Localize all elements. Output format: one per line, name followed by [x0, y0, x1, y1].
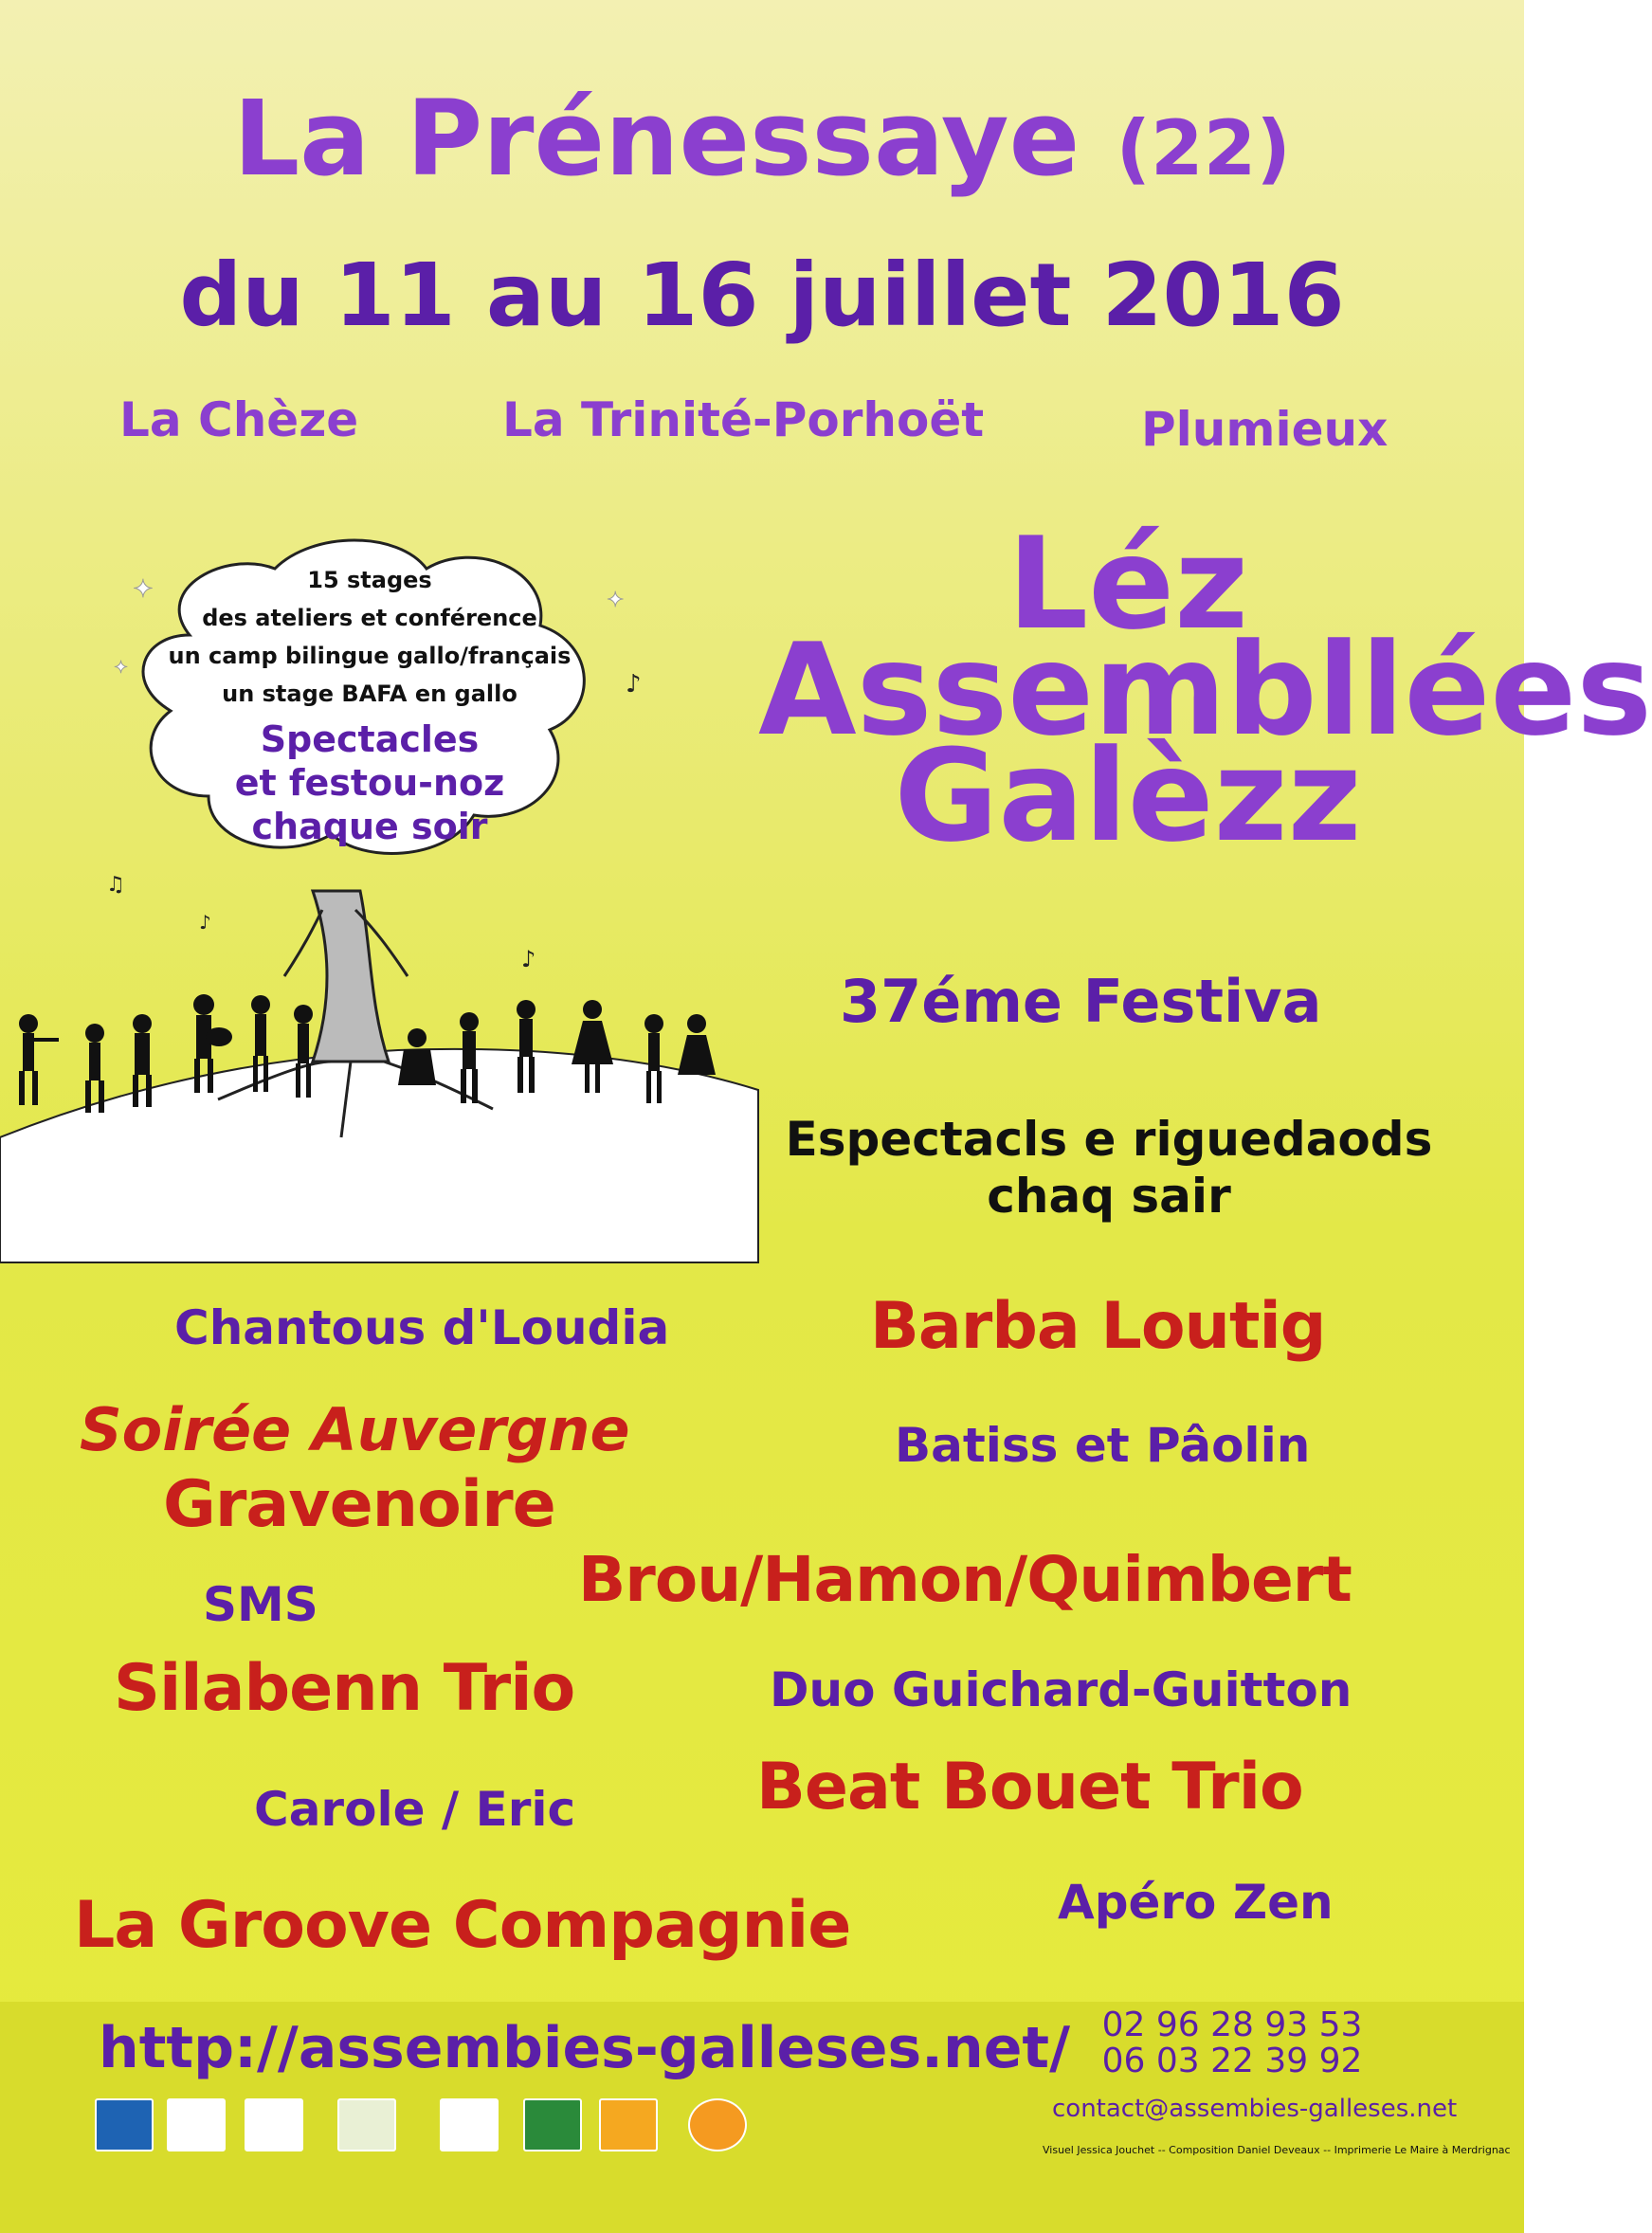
- festival-name-line-2: Assembllées: [758, 616, 1652, 764]
- music-note-icon: ♫: [106, 873, 125, 897]
- band-soiree-auvergne: Soirée Auvergne: [80, 1395, 630, 1464]
- cloud-line-4: un stage BAFA en gallo: [222, 681, 517, 707]
- cloud-line-2: des ateliers et conférence: [202, 605, 537, 631]
- music-note-icon: ♪: [199, 911, 211, 934]
- festival-dates: du 11 au 16 juillet 2016: [179, 245, 1345, 346]
- town-name: La Prénessaye: [233, 78, 1080, 199]
- festival-edition: 37éme Festiva: [840, 967, 1322, 1036]
- music-note-icon: ♪: [521, 946, 536, 972]
- logo-cotes-darmor: [167, 2098, 226, 2151]
- tree-trunk: [313, 891, 389, 1062]
- cloud-line-6: et festou-noz: [234, 762, 505, 804]
- tree-and-dancers-illustration: [0, 531, 758, 1262]
- band-carole-eric: Carole / Eric: [254, 1782, 576, 1837]
- band-sms: SMS: [203, 1577, 318, 1632]
- festival-name-line-3: Galèzz: [894, 722, 1362, 870]
- phone-numbers: [1090, 2007, 1374, 2079]
- star-icon: ✦: [133, 575, 154, 604]
- band-silabenn-trio: Silabenn Trio: [114, 1651, 575, 1726]
- band-chantous-dloudia: Chantous d'Loudia: [174, 1300, 670, 1355]
- town-title: [0, 78, 1524, 199]
- venue-la-cheze: La Chèze: [119, 392, 359, 447]
- band-barba-loutig: Barba Loutig: [870, 1289, 1326, 1364]
- cloud-line-5: Spectacles: [260, 718, 480, 760]
- band-brou-hamon-quimbert: Brou/Hamon/Quimbert: [578, 1543, 1352, 1616]
- logo-morbihan: [245, 2098, 303, 2151]
- band-apero-zen: Apéro Zen: [1058, 1875, 1334, 1930]
- band-beat-bouet-trio: Beat Bouet Trio: [756, 1750, 1303, 1825]
- music-note-icon: ♪: [626, 670, 642, 699]
- hill: [0, 1049, 758, 1262]
- phone-2: 06 03 22 39 92: [1101, 2042, 1363, 2080]
- cloud-line-1: 15 stages: [307, 567, 432, 593]
- department-number: (22): [1116, 104, 1291, 192]
- star-icon: ✦: [607, 589, 625, 612]
- logo-cac-sud-22: [440, 2098, 499, 2151]
- cloud-line-3: un camp bilingue gallo/français: [168, 643, 572, 669]
- band-la-groove-compagnie: La Groove Compagnie: [74, 1888, 851, 1963]
- venue-la-trinite-porhoet: La Trinité-Porhoët: [502, 392, 985, 447]
- logo-la-prenessaye: [337, 2098, 396, 2151]
- cloud-line-7: chaque soir: [251, 806, 488, 847]
- website-url[interactable]: http://assembies-galleses.net/: [99, 2015, 1070, 2081]
- band-batiss-et-paolin: Batiss et Pâolin: [895, 1418, 1311, 1473]
- venue-plumieux: Plumieux: [1141, 402, 1389, 457]
- logo-region-bretagne: [95, 2098, 154, 2151]
- festival-name-line-1: Léz: [1007, 510, 1249, 658]
- band-gravenoire: Gravenoire: [163, 1467, 555, 1542]
- tagline-line-2: chaq sair: [987, 1169, 1231, 1224]
- festival-name: [758, 510, 1652, 870]
- credits: Visuel Jessica Jouchet -- Composition Daniel Deveaux -- Imprimerie Le Maire à Merdrignac: [1043, 2144, 1511, 2156]
- tagline-line-1: Espectacls e riguedaods: [785, 1112, 1433, 1167]
- band-duo-guichard-guitton: Duo Guichard-Guitton: [770, 1662, 1352, 1717]
- contact-email[interactable]: contact@assembies-galleses.net: [1052, 2095, 1458, 2123]
- logo-maison-du-gallo: [688, 2098, 747, 2151]
- star-icon: ✦: [114, 658, 129, 678]
- logo-tamm-kreiz: [599, 2098, 658, 2151]
- logo-partner: [523, 2098, 582, 2151]
- phone-1: 02 96 28 93 53: [1101, 2006, 1363, 2044]
- festival-tagline: [720, 1111, 1498, 1225]
